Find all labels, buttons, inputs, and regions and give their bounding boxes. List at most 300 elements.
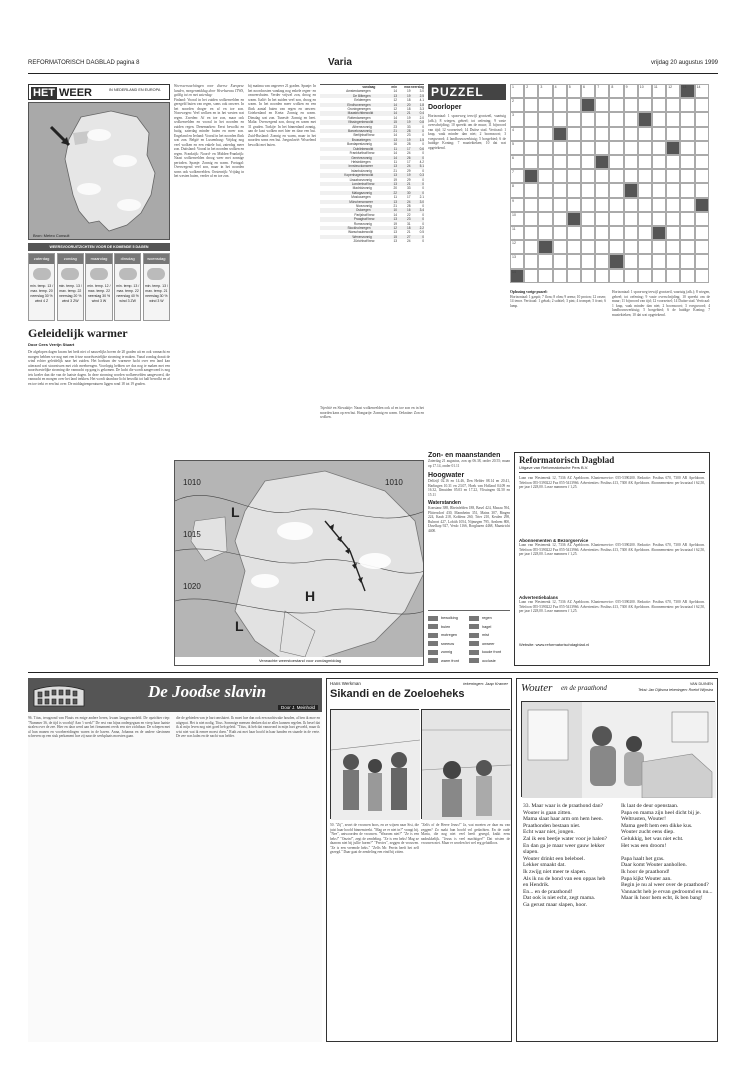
legend-label: sneeuw	[441, 641, 455, 646]
crossword-cell[interactable]: 13	[510, 254, 524, 268]
weather-table-cell: 14	[393, 133, 398, 138]
crossword-cell[interactable]	[553, 269, 567, 283]
crossword-cell[interactable]	[567, 127, 581, 141]
crossword-cell[interactable]	[695, 198, 709, 212]
weather-table-cell: Eelde	[354, 98, 363, 103]
crossword-cell[interactable]	[666, 240, 680, 254]
weather-table-cell: Maastricht	[347, 111, 363, 116]
crossword-cell[interactable]	[666, 141, 680, 155]
weather-table-cell: Lissabon	[349, 177, 363, 182]
crossword-cell[interactable]: 9	[624, 84, 638, 98]
weather-table-cell: bewolkt	[362, 120, 374, 125]
weather-table-cell: 0	[422, 203, 424, 208]
crossword-cell[interactable]	[595, 127, 609, 141]
weather-table-cell: zonnig	[362, 221, 372, 226]
crossword-cell[interactable]	[567, 112, 581, 126]
sikandi-text-1: 50. "Zij", zeuvt de vrouwen boos, en ze wijzen naar Sisi, die juist haar hoofd binnensteekt. "Mag ze er niet in?" vraagt hij. "Nee", antwoorden de vrouwen. "Waarom niet?" "Ze is een heks!" "Onzin!", zegt de zendeling. "Ze is een heks! Mag ze daarom niet bij jullie horen?" "Precies", zeggen de vrouwen. "Ze is een vreemde heks." "Zelfs Mr. Perrin heeft het zelf gezegd." Daar gaat de zendeling een eind bij zitten.	[330, 823, 419, 854]
crossword-cell[interactable]	[538, 240, 552, 254]
crossword-cell[interactable]	[652, 98, 666, 112]
legend-item	[469, 623, 509, 631]
crossword-cell[interactable]	[581, 127, 595, 141]
weather-table	[320, 84, 424, 402]
crossword-cell[interactable]: 13	[680, 84, 694, 98]
crossword-cell[interactable]	[538, 212, 552, 226]
weather-table-cell: 33	[406, 186, 411, 191]
crossword-cell[interactable]	[553, 127, 567, 141]
crossword-cell[interactable]	[652, 141, 666, 155]
sun-moon-title: Zon- en maanstanden	[428, 452, 501, 459]
cloud-icon	[251, 574, 279, 588]
crossword-cell[interactable]	[609, 212, 623, 226]
legend-label: warm front	[441, 658, 459, 663]
crossword-cell[interactable]	[553, 226, 567, 240]
crossword-cell[interactable]	[624, 212, 638, 226]
crossword-cell[interactable]	[652, 212, 666, 226]
legend-label: onweer	[482, 641, 495, 646]
weather-table-cell: 11	[393, 146, 398, 151]
crossword-cell[interactable]	[567, 183, 581, 197]
crossword-cell[interactable]	[553, 98, 567, 112]
crossword-cell[interactable]	[609, 155, 623, 169]
crossword-cell[interactable]	[695, 127, 709, 141]
weather-table-cell: 14	[393, 102, 398, 107]
crossword-cell[interactable]: 8	[609, 84, 623, 98]
crossword-cell[interactable]	[666, 212, 680, 226]
crossword-cell[interactable]	[680, 127, 694, 141]
crossword-cell[interactable]	[680, 169, 694, 183]
sikandi-panel-2-drawing	[422, 710, 511, 820]
colophon-box	[514, 452, 710, 666]
crossword-cell[interactable]	[581, 112, 595, 126]
weather-table-cell: 19	[406, 115, 411, 120]
crossword-cell[interactable]: 4	[553, 84, 567, 98]
crossword-cell[interactable]	[624, 183, 638, 197]
crossword-cell[interactable]	[595, 198, 609, 212]
crossword-cell[interactable]	[553, 169, 567, 183]
crossword-cell[interactable]	[652, 240, 666, 254]
crossword-cell[interactable]	[695, 98, 709, 112]
crossword-cell[interactable]: 8	[510, 183, 524, 197]
crossword-cell[interactable]: 10	[638, 84, 652, 98]
weather-table-cell: 0	[422, 151, 424, 156]
forecast-day-label: woensdag	[144, 254, 169, 264]
crossword-cell[interactable]	[652, 198, 666, 212]
crossword-cell[interactable]: 11	[652, 84, 666, 98]
weather-table-cell: half bew.	[362, 212, 375, 217]
weather-table-cell: Málaga	[351, 190, 363, 195]
crossword-cell[interactable]	[695, 183, 709, 197]
weather-table-cell: half bew.	[362, 239, 375, 244]
weather-table-cell: 18	[406, 98, 411, 103]
crossword-cell[interactable]: 14	[695, 84, 709, 98]
legend-item	[428, 631, 468, 639]
crossword-cell[interactable]	[680, 112, 694, 126]
crossword-cell[interactable]: 6	[510, 155, 524, 169]
crossword-cell[interactable]	[695, 269, 709, 283]
colophon-website[interactable]: Website: www.reformatorischdagblad.nl	[519, 642, 590, 647]
crossword-cell[interactable]	[680, 155, 694, 169]
crossword-cell[interactable]	[609, 240, 623, 254]
crossword-cell[interactable]	[680, 212, 694, 226]
weather-logo-sub: IN NEDERLAND EN EUROPA	[109, 88, 161, 92]
weather-table-cell: 19	[393, 177, 398, 182]
crossword-cell[interactable]	[567, 212, 581, 226]
crossword-cell[interactable]	[553, 198, 567, 212]
weather-table-cell: 13	[393, 217, 398, 222]
weather-table-cell: 0	[422, 142, 424, 147]
crossword-cell[interactable]: 1	[510, 84, 524, 98]
weather-logo-het: HET	[33, 87, 55, 99]
crossword-cell[interactable]	[609, 169, 623, 183]
crossword-cell[interactable]	[553, 183, 567, 197]
crossword-cell[interactable]	[624, 112, 638, 126]
crossword-cell[interactable]	[680, 254, 694, 268]
crossword-cell[interactable]: 11	[510, 226, 524, 240]
crossword-cell[interactable]	[524, 155, 538, 169]
crossword-cell[interactable]	[624, 127, 638, 141]
crossword-cell[interactable]	[538, 198, 552, 212]
crossword-cell[interactable]	[581, 212, 595, 226]
crossword-cell[interactable]	[524, 198, 538, 212]
weather-table-cell: Helsinki	[351, 159, 363, 164]
crossword-cell[interactable]	[595, 269, 609, 283]
crossword-cell[interactable]	[624, 98, 638, 112]
crossword-cell[interactable]	[638, 98, 652, 112]
header-date: vrijdag 20 augustus 1999	[650, 60, 718, 66]
crossword-cell[interactable]	[695, 240, 709, 254]
legend-symbol-icon	[428, 616, 438, 621]
crossword-cell[interactable]	[538, 127, 552, 141]
crossword-cell[interactable]	[567, 169, 581, 183]
crossword-cell[interactable]	[567, 198, 581, 212]
crossword-cell[interactable]	[524, 254, 538, 268]
cloud-icon	[77, 183, 101, 195]
crossword-cell[interactable]	[624, 240, 638, 254]
crossword-cell[interactable]	[652, 155, 666, 169]
crossword-cell[interactable]: 4	[510, 127, 524, 141]
crossword-cell[interactable]	[595, 226, 609, 240]
crossword-cell[interactable]	[524, 169, 538, 183]
crossword-cell[interactable]	[624, 155, 638, 169]
crossword-cell[interactable]	[524, 112, 538, 126]
crossword-cell[interactable]	[695, 226, 709, 240]
crossword-cell[interactable]	[581, 240, 595, 254]
weather-table-cell: 28	[406, 203, 411, 208]
crossword-cell[interactable]	[553, 212, 567, 226]
weather-europe-text	[174, 84, 244, 414]
crossword-cell[interactable]	[666, 226, 680, 240]
crossword-cell[interactable]	[581, 198, 595, 212]
crossword-cell[interactable]	[624, 198, 638, 212]
crossword-cell[interactable]	[538, 98, 552, 112]
legend-item	[428, 614, 468, 622]
crossword-cell[interactable]: 2	[524, 84, 538, 98]
crossword-cell[interactable]	[581, 155, 595, 169]
wouter-poem-right: Ik laat de deur openstaan. Papa en mama zijn heel dicht bij je. Weltrusten, Wouter! Mama geeft hem een dikke kus. Wouter zucht eens diep. Gelukkig, het was niet echt. Het was een droom! Papa haalt het gras. Daar komt Wouter aanhollen. Ik hoor de praathond! Papa kijkt Wouter aan. Begin je nu al weer over de praathond? Vannacht heb je ervan gedroomd en nu... Maar ik hoor hem echt, ik ben bang!	[621, 803, 713, 902]
crossword-cell[interactable]	[524, 240, 538, 254]
weather-table-cell: 29	[406, 168, 411, 173]
crossword-cell[interactable]	[666, 254, 680, 268]
weather-table-cell: 2.0	[419, 115, 424, 120]
crossword-cell[interactable]	[581, 269, 595, 283]
crossword-cell[interactable]: 14	[510, 269, 524, 283]
crossword-cell[interactable]	[666, 269, 680, 283]
crossword-cell[interactable]	[524, 269, 538, 283]
weather-table-cell: regen	[362, 107, 371, 112]
crossword-cell[interactable]	[680, 141, 694, 155]
forecast-day-label: zaterdag	[29, 254, 54, 264]
crossword-cell[interactable]	[652, 226, 666, 240]
weather-table-cell: Wenen	[352, 234, 363, 239]
crossword-cell[interactable]	[638, 112, 652, 126]
weather-table-cell: 13	[393, 173, 398, 178]
crossword-cell[interactable]: 7	[595, 84, 609, 98]
crossword-cell[interactable]: 2	[510, 98, 524, 112]
crossword-cell[interactable]	[581, 169, 595, 183]
weather-table-cell: 14	[393, 155, 398, 160]
crossword-cell[interactable]	[567, 141, 581, 155]
high-pressure-label: H	[305, 588, 316, 604]
crossword-cell[interactable]	[553, 240, 567, 254]
crossword-cell[interactable]	[609, 141, 623, 155]
weather-europe-body: Finland: Vooral in het zuiden wolkenvelden en geregeld buien van regen, soms ook onweer. In het noorden droger en af en toe zon. Noorwegen: Veel wolken en in het westen wat regen. Zweden: Af en toe zon, maar ook wolkenvelden en vooral in het noorden en zuiden regen. Denemarken: Eerst bewolkt en buiig, zaterdag minder buien en meer zon. Engeland en Ierland: Vooral in het noorden flink wat zon. België en Luxemburg: Vrijdag nog veel wolken en een enkele bui, zaterdag meer zon. Duitsland: Vooral in het noorden wolken en regen. Frankrijk: Noord- en Midden-Frankrijk: Naast wolkenvelden droog weer met zonnige perioden. Spanje: Zonnig en warm. Portugal: Overwegend veel zon, maar in het noorden soms ook wolkenvelden. Oostenrijk: Vrijdag in het westen buien, verder af en toe zon.	[174, 97, 244, 178]
crossword-cell[interactable]	[638, 183, 652, 197]
weather-table-cell: 19	[406, 173, 411, 178]
crossword-cell[interactable]	[624, 169, 638, 183]
crossword-cell[interactable]	[595, 169, 609, 183]
legend-label: buien	[441, 624, 451, 629]
legend-item	[469, 614, 509, 622]
crossword-cell[interactable]	[666, 198, 680, 212]
crossword-cell[interactable]	[567, 240, 581, 254]
crossword-cell[interactable]: 5	[567, 84, 581, 98]
weather-table-cell: 19	[393, 221, 398, 226]
weather-table-cell: 23	[393, 124, 398, 129]
page-header	[28, 52, 718, 74]
crossword-cell[interactable]	[609, 98, 623, 112]
weather-table-cell: 2.5	[419, 93, 424, 98]
weather-table-cell: 13	[393, 230, 398, 235]
crossword-cell[interactable]	[624, 141, 638, 155]
crossword-cell[interactable]: 3	[510, 112, 524, 126]
crossword-cell[interactable]: 10	[510, 212, 524, 226]
crossword-cell[interactable]	[595, 240, 609, 254]
crossword-cell[interactable]	[609, 226, 623, 240]
weather-byline: Door Cees Verrijn Stuart	[28, 342, 75, 347]
crossword-cell[interactable]	[553, 155, 567, 169]
weather-table-cell: 15	[393, 120, 398, 125]
weather-table-cell: 3.4	[419, 208, 424, 213]
crossword-cell[interactable]: 12	[666, 84, 680, 98]
crossword-cell[interactable]	[581, 254, 595, 268]
crossword-cell[interactable]	[638, 269, 652, 283]
crossword-cell[interactable]	[609, 112, 623, 126]
crossword-cell[interactable]	[553, 112, 567, 126]
crossword-cell[interactable]	[567, 226, 581, 240]
weather-table-cell: 18	[406, 107, 411, 112]
crossword-cell[interactable]	[695, 212, 709, 226]
weather-table-cell: half bew.	[362, 181, 375, 186]
weather-table-cell: 20	[406, 102, 411, 107]
crossword-cell[interactable]	[638, 212, 652, 226]
weather-table-cell: regen	[362, 137, 371, 142]
puzzle-solution-cont: Horizontaal: 1 spoorweg terwijl grootzeil, vaartuig (afk.); 8 wiegen, geheel; tot oefening; 9 vaste overschrijding; 10 spreekt om de muur; 11 bijwoord van tijd; 12 voorzetsel; 14 Duitse stad. Verticaal: 1 krap, vaak minder dan niet; 2 boomsoort; 3 voegwoord; 4 landbouwwerktuig; 5 bosgebied; 6 de huidige Koning; 7 muziekteken; 10 dat wat opgetekend.	[612, 290, 710, 317]
crossword-cell[interactable]	[595, 183, 609, 197]
crossword-cell[interactable]	[553, 254, 567, 268]
crossword-cell[interactable]	[624, 226, 638, 240]
crossword-cell[interactable]	[680, 183, 694, 197]
crossword-cell[interactable]	[524, 183, 538, 197]
weather-table-header-cell: vandaag	[362, 85, 376, 89]
crossword-cell[interactable]	[595, 98, 609, 112]
crossword-cell[interactable]	[581, 141, 595, 155]
weather-table-cell: Oslo	[355, 208, 363, 213]
crossword-cell[interactable]	[638, 155, 652, 169]
crossword-cell[interactable]	[666, 169, 680, 183]
crossword-cell[interactable]	[638, 254, 652, 268]
crossword-cell[interactable]: 7	[510, 169, 524, 183]
crossword-cell[interactable]	[680, 240, 694, 254]
crossword-cell[interactable]	[553, 141, 567, 155]
crossword-cell[interactable]	[581, 226, 595, 240]
crossword-cell[interactable]	[652, 269, 666, 283]
crossword-cell[interactable]	[567, 254, 581, 268]
crossword-cell[interactable]	[680, 98, 694, 112]
crossword-cell[interactable]	[666, 98, 680, 112]
crossword-cell[interactable]: 3	[538, 84, 552, 98]
advertising-text: Laan van Westenenk 12, 7336 AZ Apeldoorn. Klantenservice: 055-5390200. Redactie: Postbus 670, 7300 AR Apeldoorn. Telefoon 055-5390222 Fax 055-5413966. Advertenties: Postbus 413, 7300 AK Apeldoorn. Abonnementen: per kwartaal f 62,50, per jaar f 228,00. Losse nummers f 1,25.	[519, 600, 705, 613]
crossword-cell[interactable]: 9	[510, 198, 524, 212]
joodse-slavin-author: Door J. Meinhold	[278, 705, 318, 710]
crossword-cell[interactable]	[538, 155, 552, 169]
crossword-cell[interactable]	[538, 112, 552, 126]
crossword-cell[interactable]	[609, 198, 623, 212]
crossword-cell[interactable]	[595, 155, 609, 169]
crossword-cell[interactable]	[595, 254, 609, 268]
crossword-cell[interactable]	[538, 183, 552, 197]
crossword-cell[interactable]	[652, 127, 666, 141]
crossword-cell[interactable]	[638, 127, 652, 141]
crossword-cell[interactable]	[695, 169, 709, 183]
weather-europe-intro: Weersverwachtingen voor diverse Europese landen, morgenmiddag door Weerbureau ITWS, geldig tot en met zaterdag:	[174, 84, 244, 97]
crossword-cell[interactable]	[524, 226, 538, 240]
weather-table-cell: zonnig	[362, 177, 372, 182]
crossword-cell[interactable]: 12	[510, 240, 524, 254]
crossword-cell[interactable]	[595, 112, 609, 126]
crossword-cell[interactable]	[666, 112, 680, 126]
crossword-cell[interactable]	[666, 155, 680, 169]
crossword-cell[interactable]	[524, 212, 538, 226]
crossword-cell[interactable]	[695, 141, 709, 155]
forecast-temp: min. temp. 13 / max. temp. 21	[144, 284, 168, 293]
crossword-cell[interactable]	[581, 183, 595, 197]
crossword-cell[interactable]	[624, 269, 638, 283]
isobar-label: 1010	[183, 478, 201, 487]
crossword-cell[interactable]	[652, 254, 666, 268]
weather-table-cell: 19	[406, 89, 411, 94]
colophon-title: Reformatorisch Dagblad	[519, 455, 615, 465]
crossword-cell[interactable]	[638, 141, 652, 155]
crossword-cell[interactable]	[666, 127, 680, 141]
crossword-cell[interactable]	[680, 198, 694, 212]
legend-symbol-icon	[469, 624, 479, 629]
weather-table-cell: Stockholm	[347, 226, 363, 230]
weather-table-cell: 0	[422, 221, 424, 226]
crossword-cell[interactable]	[581, 98, 595, 112]
crossword-cell[interactable]	[652, 169, 666, 183]
crossword-cell[interactable]	[524, 98, 538, 112]
crossword-cell[interactable]	[695, 254, 709, 268]
puzzle-solution-text: Horizontaal: 1 gaspit; 7 flora; 8 ohm; 9 arena; 10 proton; 12 ossen; 14 tenor. Verticaal: 1 gebak; 2 subtiel; 3 pint; 4 trompet; 5 front; 6 lamp.	[510, 294, 606, 308]
crossword-cell[interactable]	[567, 98, 581, 112]
crossword-cell[interactable]	[567, 155, 581, 169]
weather-table-cell: zonnig	[362, 124, 372, 129]
crossword-cell[interactable]	[652, 183, 666, 197]
crossword-cell[interactable]	[538, 141, 552, 155]
crossword-cell[interactable]	[695, 112, 709, 126]
wouter-author-right: VAN DUINEN	[689, 682, 713, 686]
weather-table-cell: regen	[362, 93, 371, 98]
map-credit: Bron: Meteo Consult	[33, 233, 70, 238]
crossword-cell[interactable]	[609, 183, 623, 197]
isobar-label: 1010	[385, 478, 403, 487]
forecast-row	[28, 253, 170, 321]
crossword-cell[interactable]	[638, 226, 652, 240]
forecast-wind: wind 4 Z	[34, 299, 49, 303]
crossword-cell[interactable]	[538, 169, 552, 183]
sikandi-text-2: "Zelfs of de Heere Jezus!" Ja, wat moeten ze daar nu van zeggen? Zo raakt hun hoofd vol gedachten. En de oude Maria, die nog niet veel heeft gezegd, knikt eens nadrukkelijk. "Jezus is veel machtiger!" Dat wisten de vrouwen niet. Maar er worden het wel erg geluidloos.	[421, 823, 510, 845]
sun-moon-text: Zaterdag 21 augustus, zon op 06.38, onder 20.55; maan op 17.14, onder 01.11	[428, 459, 510, 468]
crossword-cell[interactable]	[595, 212, 609, 226]
forecast-temp: min. temp. 12 / max. temp. 22	[87, 284, 111, 293]
cloud-icon	[87, 129, 111, 141]
crossword-cell[interactable]	[652, 112, 666, 126]
weather-table-cell: half bew.	[362, 217, 375, 222]
weather-table-cell: Innsbruck	[348, 164, 363, 169]
crossword-cell[interactable]	[595, 141, 609, 155]
crossword-cell[interactable]	[695, 155, 709, 169]
weather-table-cell: Londen	[351, 181, 363, 186]
forecast-temp: min. temp. 13 / max. temp. 22	[116, 284, 140, 293]
legend-item	[469, 631, 509, 639]
crossword-grid[interactable]	[510, 84, 710, 284]
crossword-cell[interactable]	[609, 127, 623, 141]
weather-table-cell: Moskou	[351, 195, 363, 200]
crossword-cell[interactable]	[666, 183, 680, 197]
crossword-cell[interactable]	[680, 269, 694, 283]
crossword-cell[interactable]	[638, 240, 652, 254]
wouter-subtitle: en de praathond	[561, 684, 607, 692]
crossword-cell[interactable]	[524, 141, 538, 155]
crossword-cell[interactable]	[524, 127, 538, 141]
crossword-cell[interactable]	[538, 269, 552, 283]
crossword-cell[interactable]	[538, 226, 552, 240]
crossword-cell[interactable]	[609, 254, 623, 268]
crossword-cell[interactable]	[538, 254, 552, 268]
crossword-cell[interactable]	[638, 198, 652, 212]
legend-label: bewolking	[441, 616, 458, 620]
crossword-cell[interactable]	[609, 269, 623, 283]
crossword-cell[interactable]: 6	[581, 84, 595, 98]
crossword-cell[interactable]	[680, 226, 694, 240]
crossword-cell[interactable]	[567, 269, 581, 283]
crossword-cell[interactable]	[624, 254, 638, 268]
weather-table-cell: 23	[406, 217, 411, 222]
crossword-cell[interactable]	[638, 169, 652, 183]
weather-table-cell: Praag	[353, 217, 363, 222]
crossword-cell[interactable]: 5	[510, 141, 524, 155]
weather-table-cell: Nice	[355, 203, 363, 208]
